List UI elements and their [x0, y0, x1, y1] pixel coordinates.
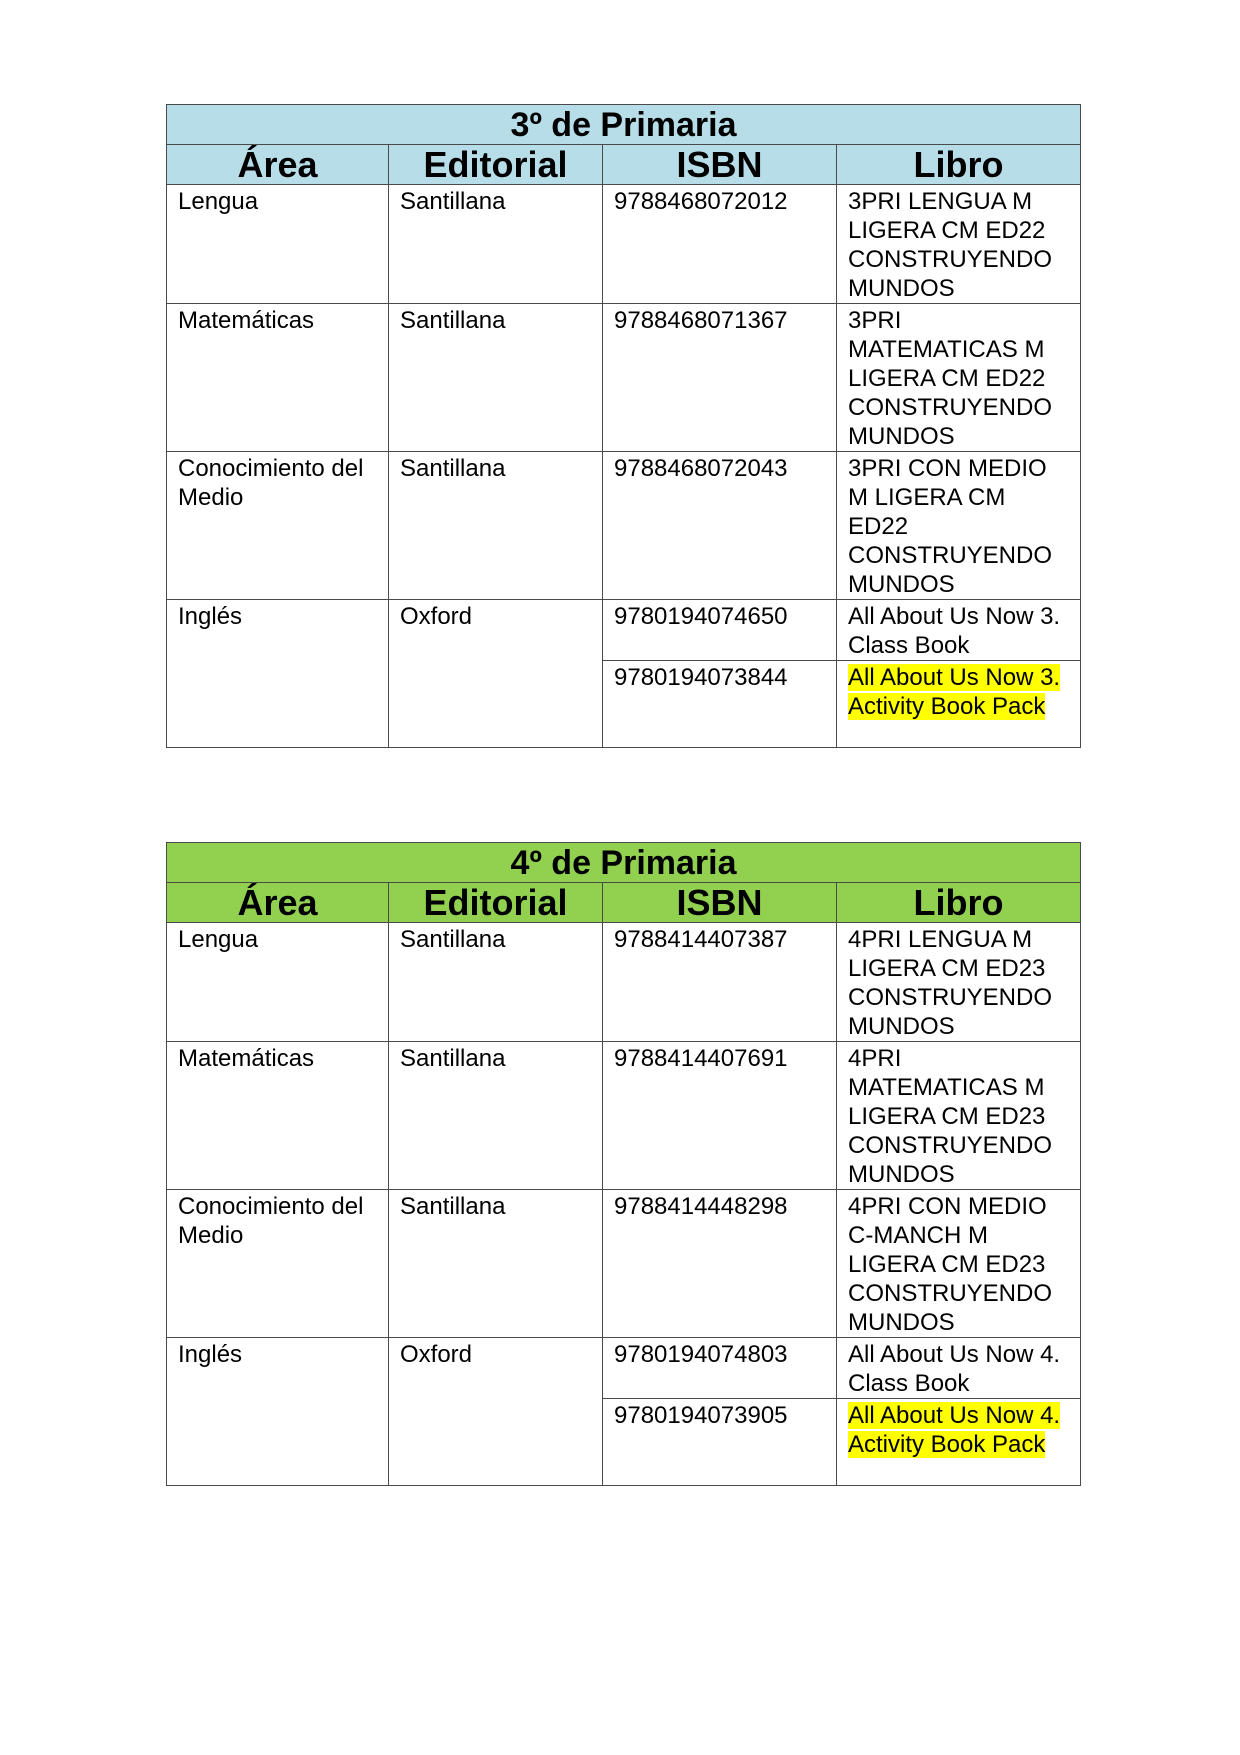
- isbn-cell: 9788468072043: [603, 452, 837, 600]
- table-title: 3º de Primaria: [167, 105, 1081, 145]
- column-header-editorial: Editorial: [389, 145, 603, 185]
- area-cell: Lengua: [167, 185, 389, 304]
- editorial-cell: Santillana: [389, 185, 603, 304]
- libro-cell: 3PRI MATEMATICAS M LIGERA CM ED22 CONSTRUYENDO MUNDOS: [837, 304, 1081, 452]
- table-row: [167, 600, 1081, 661]
- libro-cell: 3PRI CON MEDIO M LIGERA CM ED22 CONSTRUYENDO MUNDOS: [837, 452, 1081, 600]
- editorial-cell: Santillana: [389, 1190, 603, 1338]
- isbn-cell: 9780194073844: [603, 661, 837, 748]
- highlighted-libro-text: All About Us Now 4. Activity Book Pack: [848, 1402, 1061, 1458]
- table-row: [167, 1042, 1081, 1190]
- area-cell: Conocimiento del Medio: [167, 452, 389, 600]
- editorial-cell: Santillana: [389, 1042, 603, 1190]
- book-table-3-primaria: [166, 104, 1081, 748]
- column-header-editorial: Editorial: [389, 883, 603, 923]
- editorial-cell: Santillana: [389, 923, 603, 1042]
- table-row: [167, 1338, 1081, 1399]
- isbn-cell: 9788414407691: [603, 1042, 837, 1190]
- column-header-area: Área: [167, 145, 389, 185]
- area-cell: Conocimiento del Medio: [167, 1190, 389, 1338]
- column-header-isbn: ISBN: [603, 145, 837, 185]
- libro-cell: 4PRI CON MEDIO C-MANCH M LIGERA CM ED23 CONSTRUYENDO MUNDOS: [837, 1190, 1081, 1338]
- column-header-libro: Libro: [837, 883, 1081, 923]
- table-row: [167, 1190, 1081, 1338]
- editorial-cell: Santillana: [389, 452, 603, 600]
- isbn-cell: 9780194074803: [603, 1338, 837, 1399]
- table-row: [167, 185, 1081, 304]
- highlighted-libro-text: All About Us Now 3. Activity Book Pack: [848, 664, 1061, 720]
- table-row: [167, 923, 1081, 1042]
- libro-cell: 4PRI MATEMATICAS M LIGERA CM ED23 CONSTRUYENDO MUNDOS: [837, 1042, 1081, 1190]
- area-cell: Lengua: [167, 923, 389, 1042]
- isbn-cell: 9788468072012: [603, 185, 837, 304]
- isbn-cell: 9788468071367: [603, 304, 837, 452]
- area-cell: Inglés: [167, 600, 389, 748]
- table-row: [167, 304, 1081, 452]
- book-table-4-primaria: [166, 842, 1081, 1486]
- libro-cell: All About Us Now 3. Class Book: [837, 600, 1081, 661]
- table-row: [167, 452, 1081, 600]
- libro-cell: 4PRI LENGUA M LIGERA CM ED23 CONSTRUYENDO MUNDOS: [837, 923, 1081, 1042]
- libro-cell: [837, 1399, 1081, 1486]
- column-header-libro: Libro: [837, 145, 1081, 185]
- isbn-cell: 9788414407387: [603, 923, 837, 1042]
- editorial-cell: Santillana: [389, 304, 603, 452]
- column-header-area: Área: [167, 883, 389, 923]
- area-cell: Matemáticas: [167, 1042, 389, 1190]
- isbn-cell: 9780194074650: [603, 600, 837, 661]
- column-header-isbn: ISBN: [603, 883, 837, 923]
- isbn-cell: 9788414448298: [603, 1190, 837, 1338]
- area-cell: Matemáticas: [167, 304, 389, 452]
- isbn-cell: 9780194073905: [603, 1399, 837, 1486]
- table-title: 4º de Primaria: [167, 843, 1081, 883]
- area-cell: Inglés: [167, 1338, 389, 1486]
- libro-cell: [837, 661, 1081, 748]
- editorial-cell: Oxford: [389, 1338, 603, 1486]
- editorial-cell: Oxford: [389, 600, 603, 748]
- libro-cell: 3PRI LENGUA M LIGERA CM ED22 CONSTRUYENDO MUNDOS: [837, 185, 1081, 304]
- libro-cell: All About Us Now 4. Class Book: [837, 1338, 1081, 1399]
